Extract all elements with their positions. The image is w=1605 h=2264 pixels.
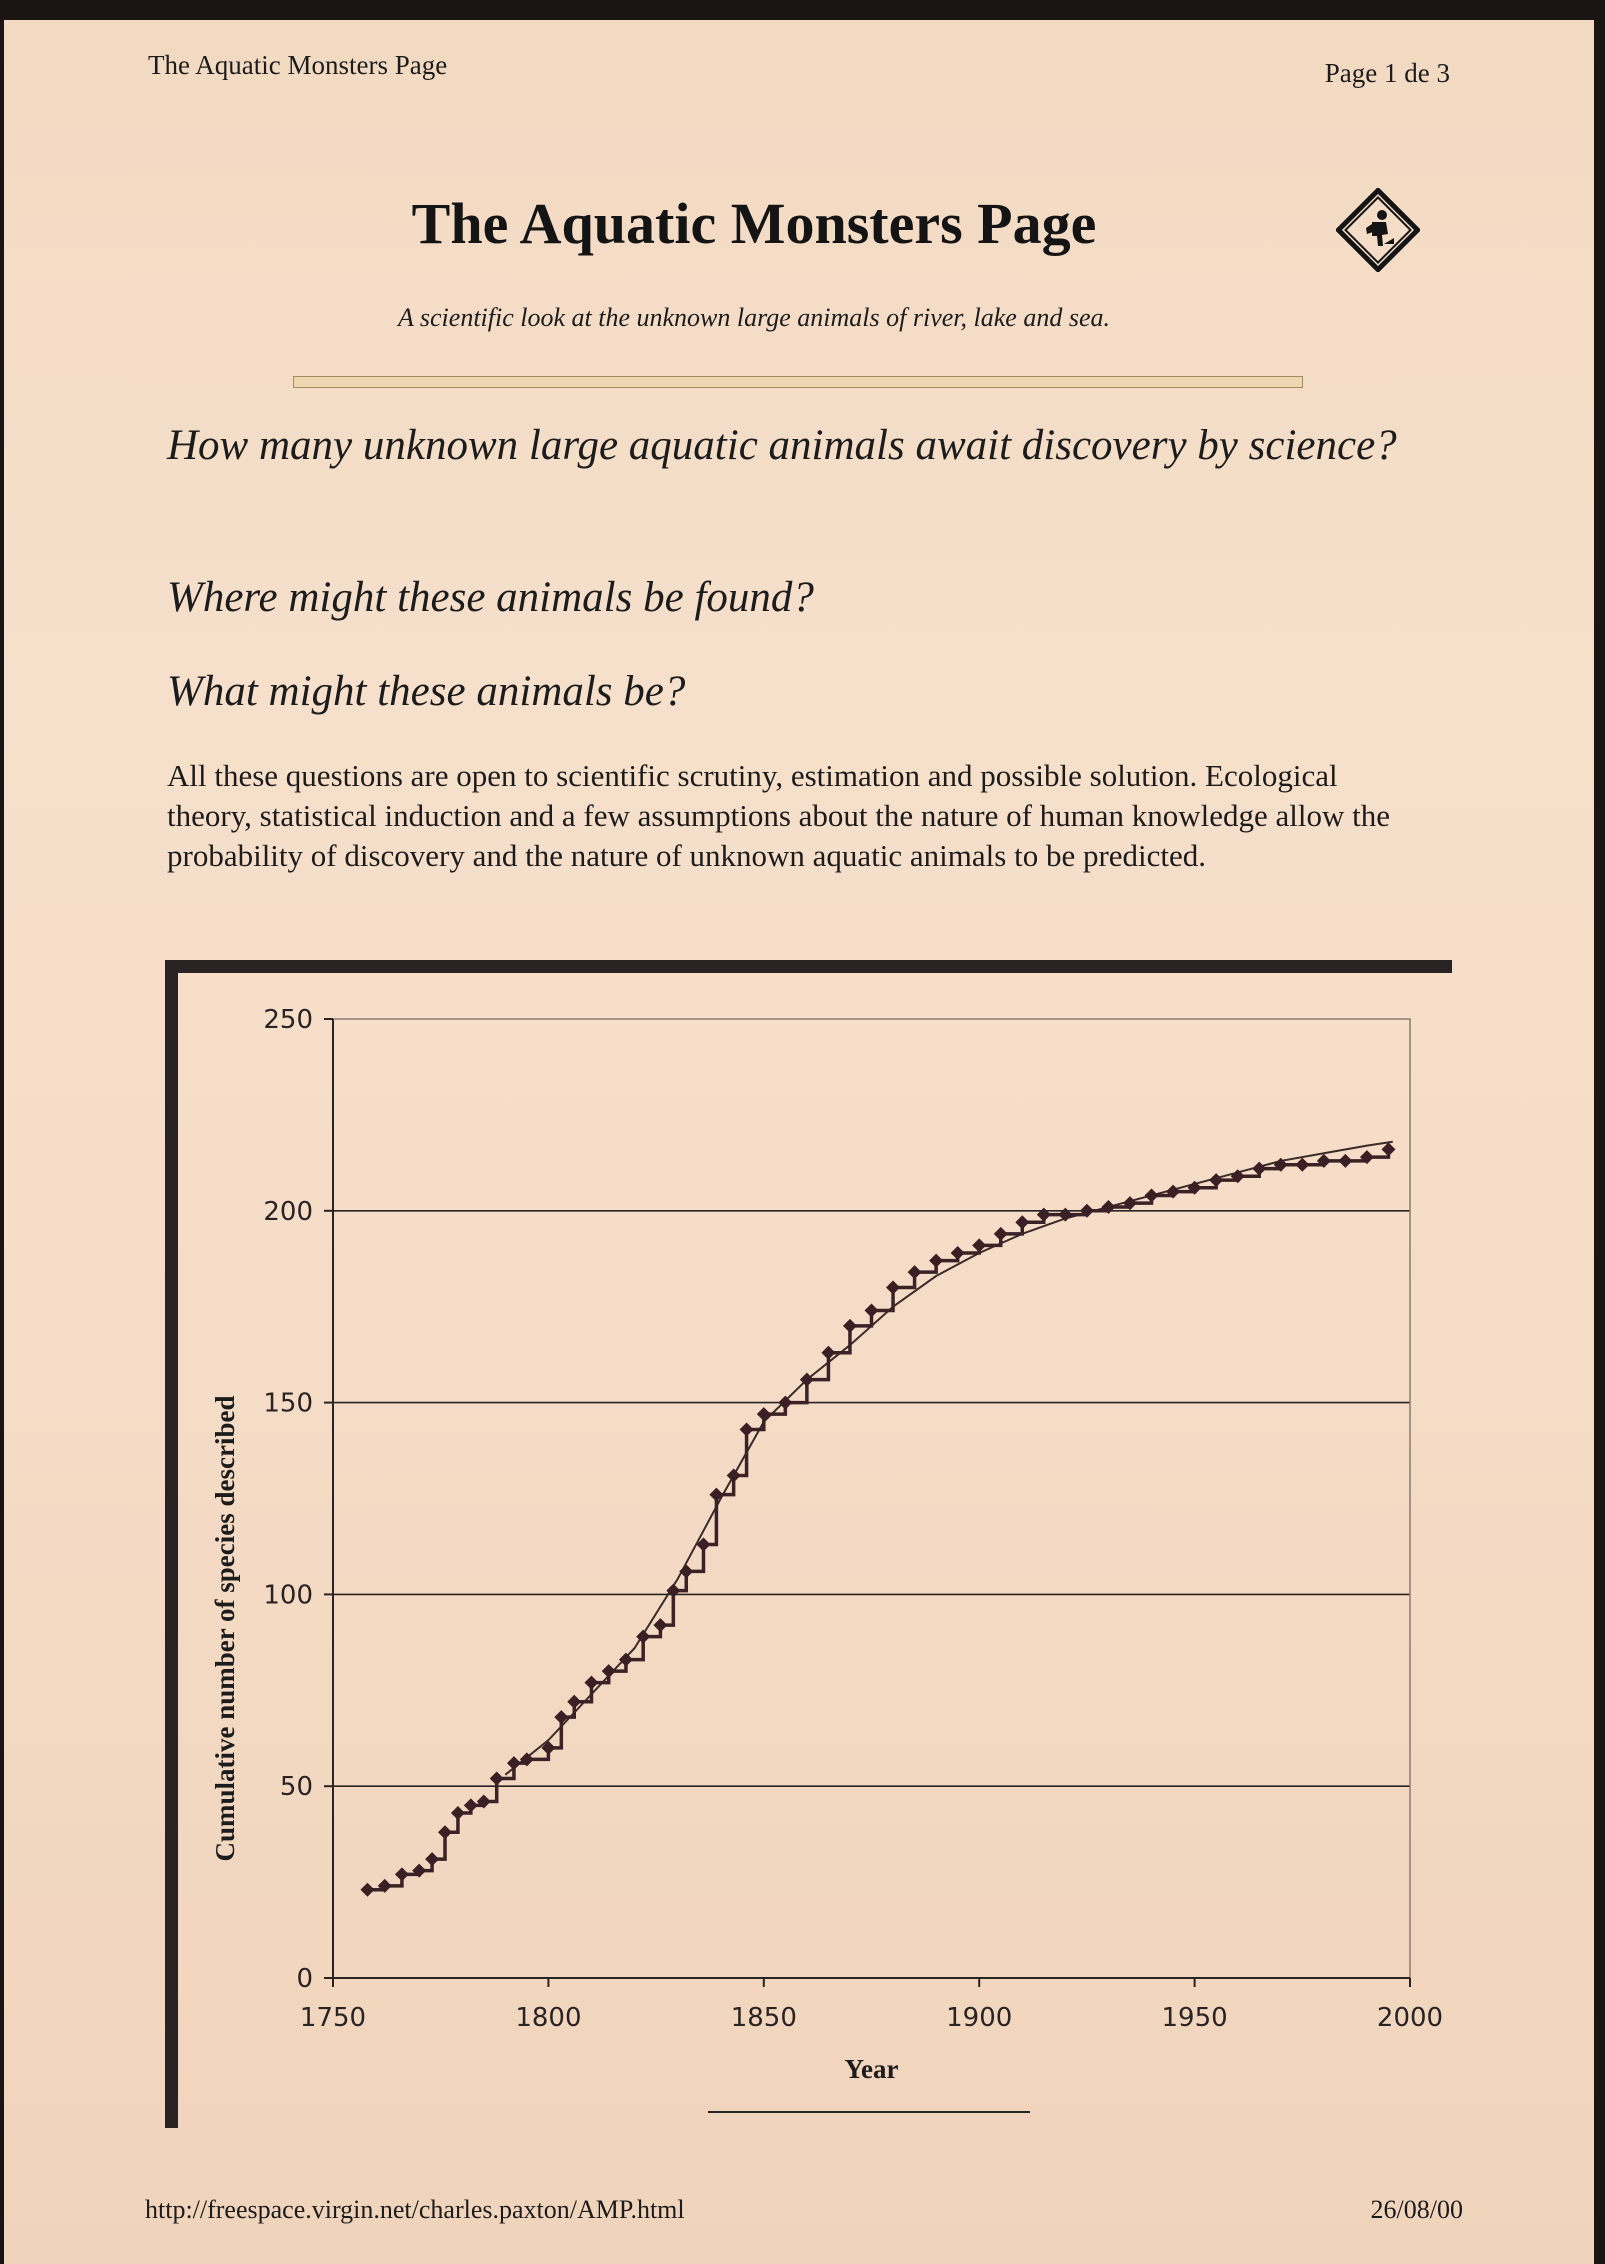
y-axis-label: Cumulative number of species described bbox=[210, 1395, 240, 1862]
data-point bbox=[908, 1265, 922, 1279]
data-point bbox=[1295, 1158, 1309, 1172]
data-point bbox=[490, 1772, 504, 1786]
data-point bbox=[679, 1564, 693, 1578]
data-point bbox=[994, 1227, 1008, 1241]
data-point bbox=[709, 1488, 723, 1502]
data-point bbox=[602, 1664, 616, 1678]
species-discovery-chart bbox=[4, 20, 1594, 2264]
x-tick-label: 2000 bbox=[1376, 2003, 1444, 2033]
fitted-curve bbox=[505, 1142, 1392, 1775]
data-point bbox=[886, 1281, 900, 1295]
data-point bbox=[1338, 1154, 1352, 1168]
x-tick-label: 1950 bbox=[1161, 2003, 1228, 2033]
data-point bbox=[1252, 1162, 1266, 1176]
data-point bbox=[778, 1396, 792, 1410]
data-point bbox=[360, 1883, 374, 1897]
data-point bbox=[951, 1246, 965, 1260]
y-tick-label: 50 bbox=[279, 1772, 313, 1803]
data-point bbox=[1145, 1188, 1159, 1202]
x-tick-label: 1900 bbox=[946, 2003, 1013, 2033]
question-3: What might these animals be? bbox=[167, 668, 686, 715]
data-point bbox=[740, 1422, 754, 1436]
data-point bbox=[438, 1825, 452, 1839]
data-point bbox=[843, 1319, 857, 1333]
print-date: 26/08/00 bbox=[1370, 2195, 1463, 2224]
data-point bbox=[1381, 1142, 1395, 1156]
header-title: The Aquatic Monsters Page bbox=[148, 50, 448, 80]
question-1: How many unknown large aquatic animals await discovery by science? bbox=[167, 422, 1397, 469]
page-number: Page 1 de 3 bbox=[1324, 58, 1450, 88]
page-subtitle: A scientific look at the unknown large animals of river, lake and sea. bbox=[397, 303, 1110, 332]
data-point bbox=[619, 1653, 633, 1667]
data-point bbox=[507, 1756, 521, 1770]
data-point bbox=[929, 1254, 943, 1268]
source-url: http://freespace.virgin.net/charles.paxton/AMP.html bbox=[145, 2195, 685, 2224]
y-tick-label: 200 bbox=[263, 1196, 313, 1227]
y-tick-label: 100 bbox=[263, 1580, 313, 1611]
data-point bbox=[757, 1407, 771, 1421]
data-point bbox=[865, 1304, 879, 1318]
data-point bbox=[464, 1798, 478, 1812]
question-2: Where might these animals be found? bbox=[167, 574, 814, 621]
x-tick-label: 1750 bbox=[299, 2003, 367, 2033]
data-point bbox=[425, 1852, 439, 1866]
data-point bbox=[1209, 1173, 1223, 1187]
x-tick-label: 1850 bbox=[730, 2003, 797, 2033]
page-title: The Aquatic Monsters Page bbox=[411, 191, 1097, 256]
y-tick-label: 0 bbox=[296, 1964, 313, 1994]
y-tick-label: 150 bbox=[263, 1388, 313, 1419]
data-point bbox=[395, 1867, 409, 1881]
y-tick-label: 250 bbox=[263, 1005, 313, 1035]
data-point bbox=[1037, 1208, 1051, 1222]
page bbox=[4, 20, 1594, 2264]
x-axis-label: Year bbox=[844, 2054, 899, 2084]
plot-area bbox=[333, 1019, 1410, 1978]
observed-series-line bbox=[367, 1149, 1388, 1889]
intro-paragraph: All these questions are open to scientific scrutiny, estimation and possible solution. Ecological theory, statistical induction and a few assumptions about the nature of human knowledge allow the probability of discovery and the nature of unknown aquatic animals to be predicted. bbox=[167, 758, 1391, 873]
data-point bbox=[451, 1806, 465, 1820]
data-point bbox=[1015, 1215, 1029, 1229]
x-tick-label: 1800 bbox=[515, 2003, 582, 2033]
data-point bbox=[727, 1468, 741, 1482]
data-point bbox=[653, 1618, 667, 1632]
